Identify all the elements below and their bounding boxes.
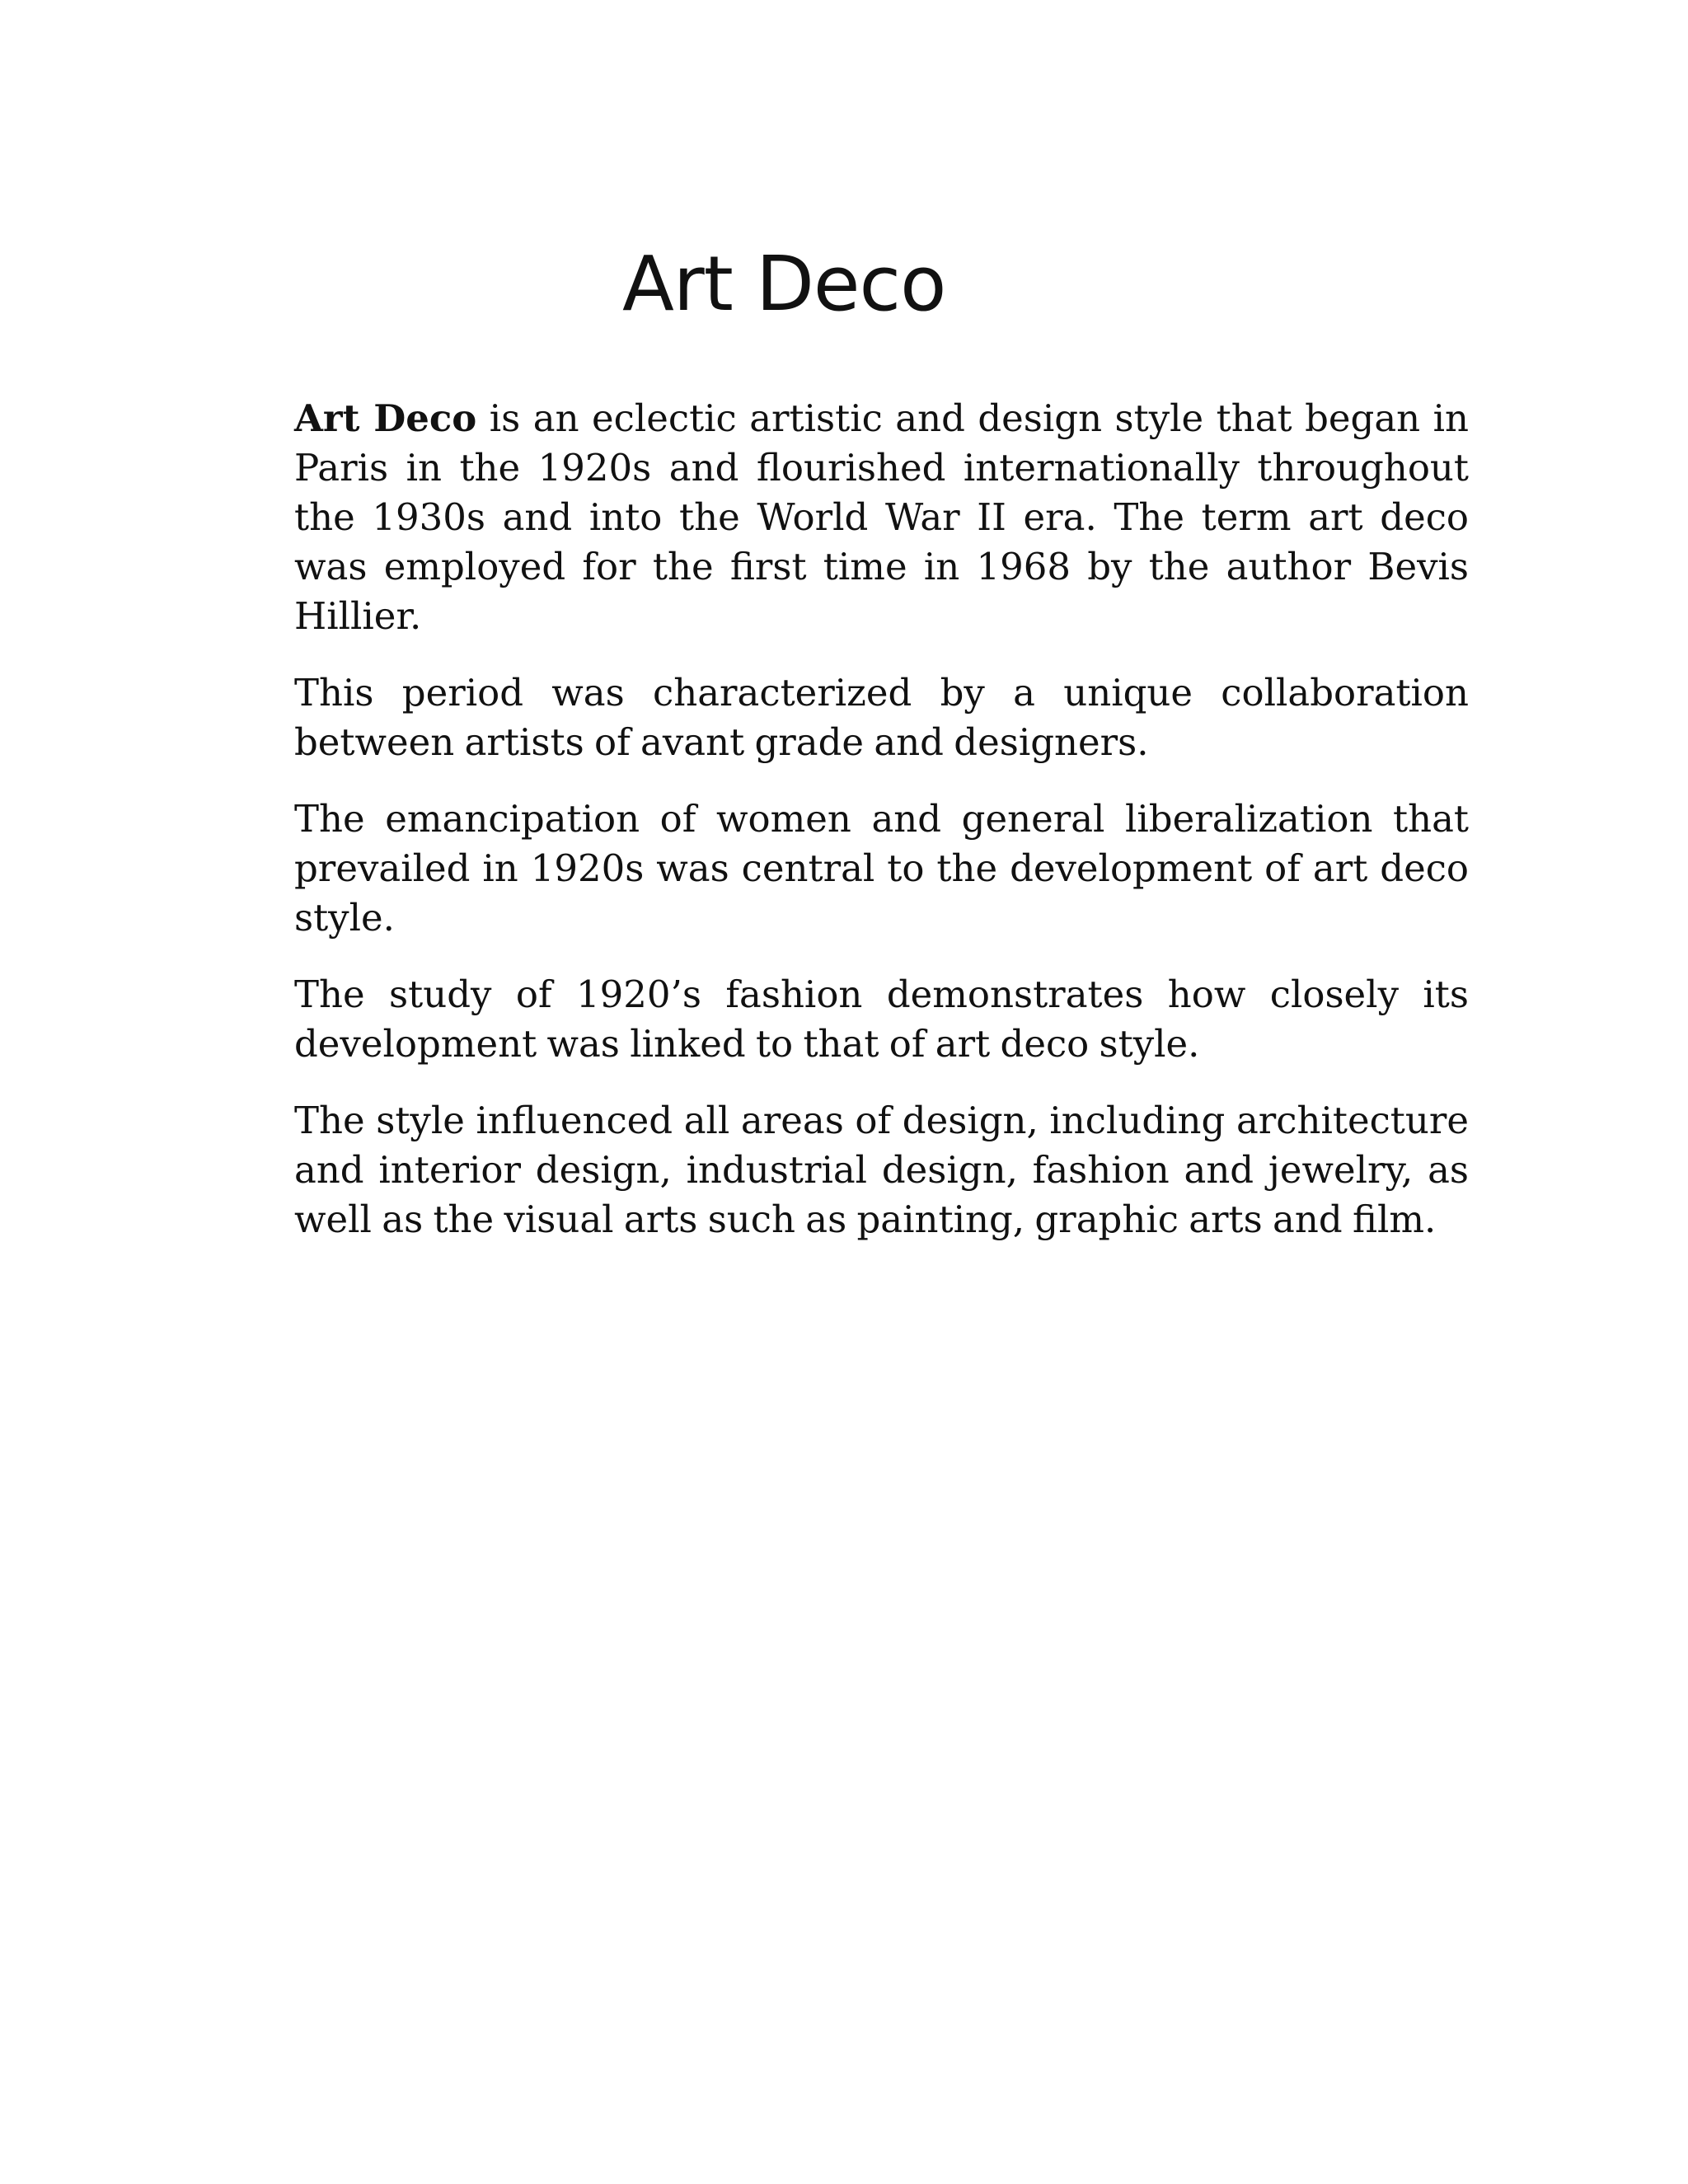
term-art-deco: Art Deco <box>294 396 477 440</box>
paragraph-emancipation: The emancipation of women and general liberalization that prevailed in 1920s was central to the development of art deco style. <box>294 797 1469 940</box>
paragraph-influence: The style influenced all areas of design, including architecture and interior design, industrial design, fashion and jewelry, as well as the visual arts such as painting, graphic arts and film. <box>294 1099 1469 1241</box>
page-title: Art Deco <box>622 240 946 328</box>
paragraph-intro-text: is an eclectic artistic and design style that began in Paris in the 1920s and flourished internationally throughout the 1930s and into the World War II era. The term art deco was employed for the first time in 1968 by the author Bevis Hillier. <box>294 396 1469 638</box>
paragraph-intro <box>294 394 1469 641</box>
paragraph-collaboration: This period was characterized by a unique collaboration between artists of avant grade and designers. <box>294 671 1469 764</box>
document-body <box>294 394 1469 1272</box>
paragraph-fashion: The study of 1920’s fashion demonstrates how closely its development was linked to that of art deco style. <box>294 972 1469 1066</box>
